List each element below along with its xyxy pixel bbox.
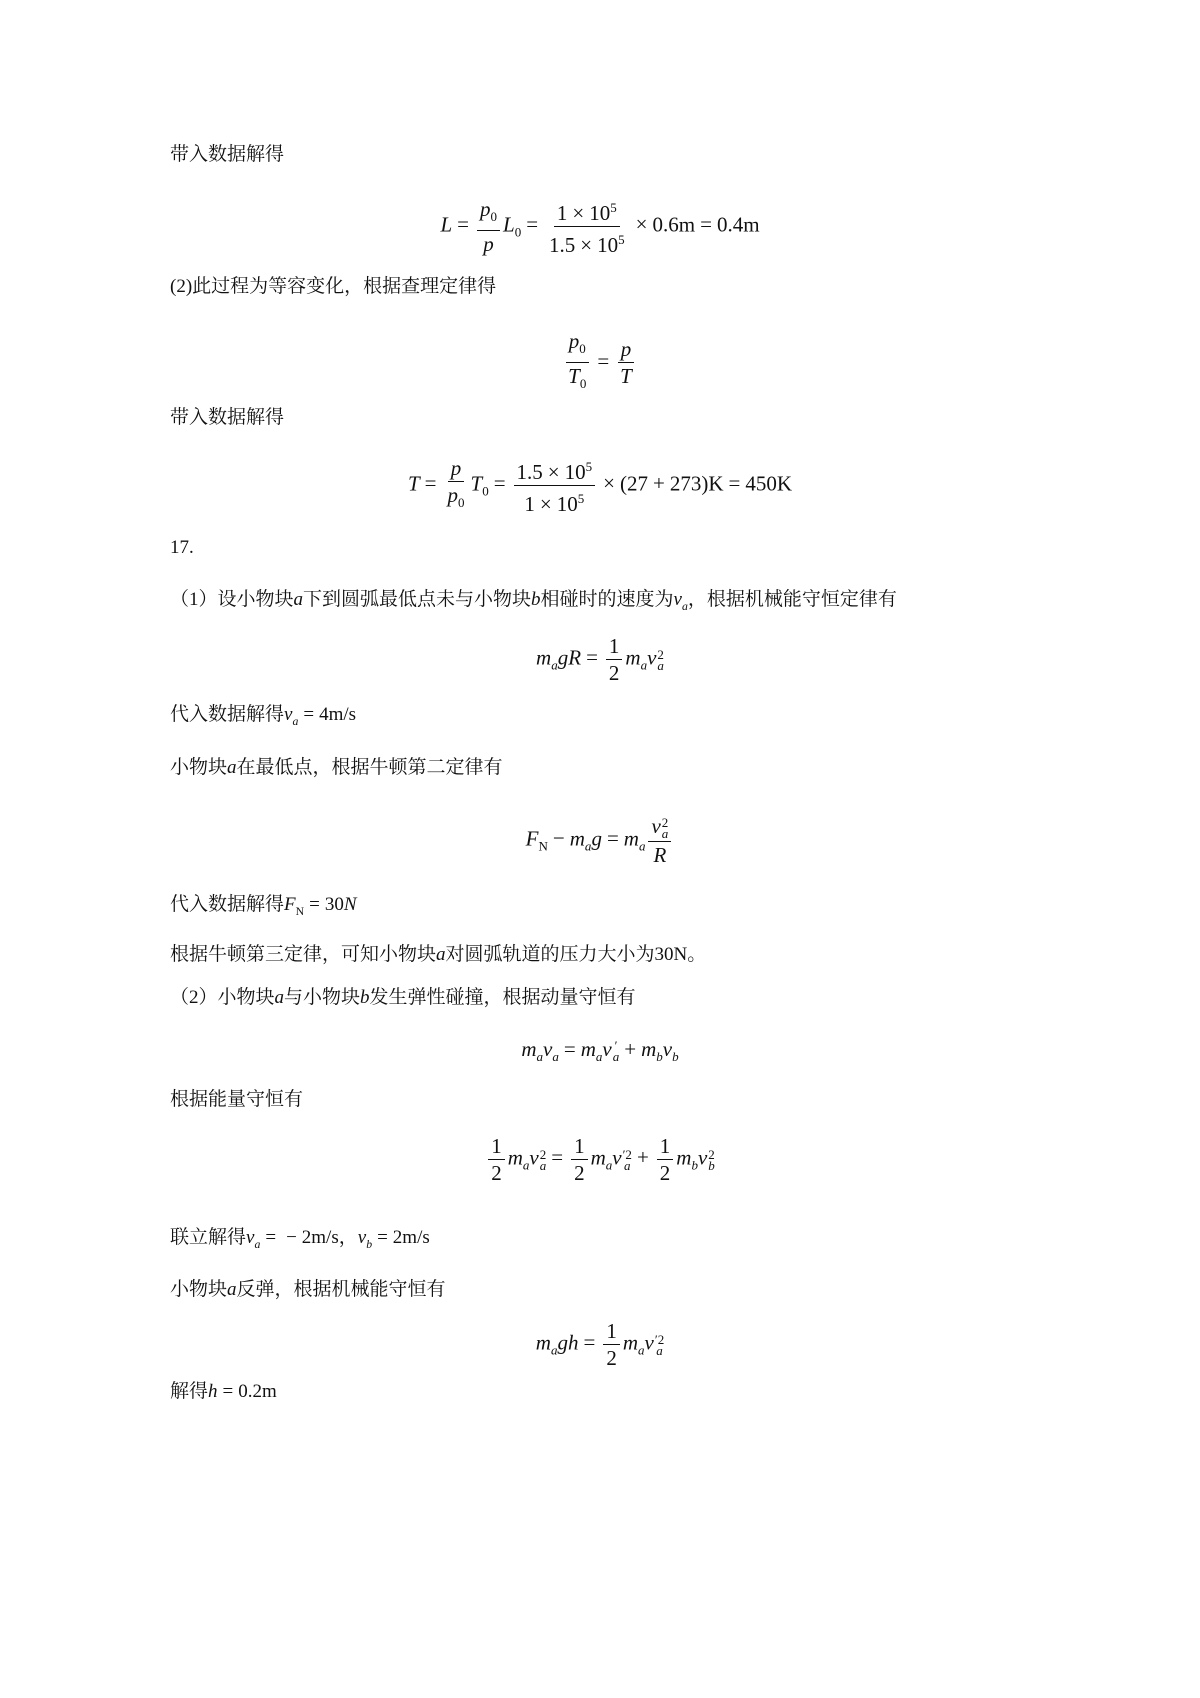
fraction: $\frac{1.5 \times 10^5}{1 \times 10^5}$ xyxy=(514,456,596,515)
text-line: 小物块a反弹，根据机械能守恒有 xyxy=(170,1279,446,1300)
text-line: 代入数据解得$v_a = 4m/s$ xyxy=(170,704,357,728)
fraction: $\frac{p_0}{p}$ xyxy=(477,198,500,255)
text-line: 带入数据解得 xyxy=(170,144,285,165)
fraction: $\frac{p}{p_0}$ xyxy=(447,455,465,511)
equation: $m_av_a = m_av$ ′ a + $m_bv_b$ xyxy=(521,1037,679,1065)
equation: $m_agR$ = $\frac{1}{2}$ $m_av$ 2 a xyxy=(536,634,664,685)
text-line: 解得h = 0.2m xyxy=(170,1381,277,1402)
text-line: 代入数据解得$F_N = 30N$ xyxy=(170,894,357,918)
text-line: （2）小物块a与小物块b发生弹性碰撞，根据动量守恒有 xyxy=(170,987,636,1008)
equation: L = $\frac{p_0}{p}$ $L_0$ = $\frac{1 \times 10^5}{1.5 \times 10^5}$ × 0.6m = 0.4m xyxy=(440,196,760,257)
text-line: (2)此过程为等容变化，根据查理定律得 xyxy=(170,276,497,297)
equation: $F_N - m_ag = m_a$ v 2 a R xyxy=(0,815,1200,866)
fraction: v 2 a R xyxy=(648,815,671,866)
text-line: 根据能量守恒有 xyxy=(170,1089,304,1110)
text-line: 带入数据解得 xyxy=(170,407,285,428)
text-line: 根据牛顿第三定律，可知小物块a对圆弧轨道的压力大小为30N。 xyxy=(170,944,707,965)
equation: T = $\frac{p}{p_0}$ $T_0$ = $\frac{1.5 \times 10^5}{1 \times 10^5}$ × (27 + 273)K = 450K xyxy=(407,455,793,516)
text-line: （1）设小物块a下到圆弧最低点未与小物块b相碰时的速度为$v_a$，根据机械能守恒定律有 xyxy=(170,589,897,613)
equation: $\frac{1}{2}$ $m_av$ 2 a = $\frac{1}{2}$ $m_av$ ′2 a + $\frac{1}{2}$ $m_bv$ 2 b xyxy=(0,1135,1200,1184)
fraction: $\frac{p}{T}$ xyxy=(617,338,635,387)
fraction: $\frac{1}{2}$ xyxy=(603,1320,620,1369)
fraction: $\frac{1}{2}$ xyxy=(657,1135,674,1184)
text-line: 17. xyxy=(170,537,194,558)
fraction: $\frac{p_0}{T_0}$ xyxy=(565,330,589,395)
text-line: 小物块a在最低点，根据牛顿第二定律有 xyxy=(170,757,503,778)
fraction: $\frac{1}{2}$ xyxy=(571,1135,588,1184)
equation: $\frac{p_0}{T_0}$ = $\frac{p}{T}$ xyxy=(0,330,1200,395)
fraction: $\frac{1}{2}$ xyxy=(488,1135,505,1184)
text-line: 联立解得$v_a$ = − 2m/s，$v_b = 2m/s$ xyxy=(170,1227,430,1251)
equation: $m_agh$ = $\frac{1}{2}$ $m_av$ ′2 a xyxy=(535,1319,665,1370)
fraction: $\frac{1 \times 10^5}{1.5 \times 10^5}$ xyxy=(546,197,628,256)
fraction: $\frac{1}{2}$ xyxy=(606,635,623,684)
